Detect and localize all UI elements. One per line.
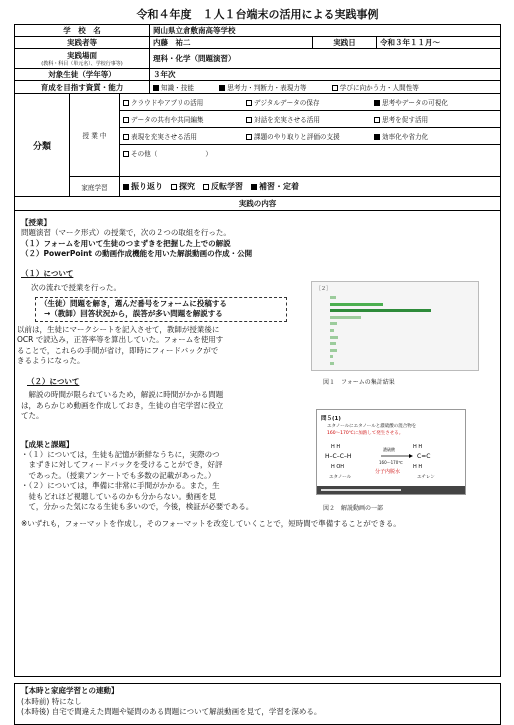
section1-heading: （１）について [21, 268, 74, 278]
checkbox-icon [123, 151, 129, 157]
class-option-other[interactable]: その他（ ） [123, 148, 212, 158]
figure1-bar [330, 322, 337, 325]
target-label: 対象生徒（学年等） [15, 69, 150, 81]
figure1-bar [330, 362, 334, 365]
checkbox-icon [332, 85, 338, 91]
figure1-title: ［２］ [316, 286, 332, 292]
home-option[interactable]: 探究 [171, 181, 195, 192]
checkbox-icon [203, 184, 209, 190]
checkbox-icon [123, 184, 129, 190]
class-label: 授 業 中 [70, 94, 120, 176]
svg-text:H H: H H [413, 464, 423, 470]
page-title: 令和４年度 １人１台端末の活用による実践事例 [136, 8, 379, 21]
figure2-caption: 図２ 解説動画の一部 [323, 505, 384, 512]
class-options [120, 94, 500, 176]
section2-heading: （２）について [27, 376, 80, 386]
flow-step-2: →（教師）回答状況から，誤答が多い問題を解説する [44, 309, 223, 318]
figure2-image [316, 409, 466, 495]
class-option[interactable]: 対話を充実させる活用 [246, 114, 374, 124]
figure1-image [311, 281, 479, 371]
video-progress[interactable] [321, 489, 401, 491]
figure1-bar [330, 329, 334, 332]
date-value: 令和３年１１月～ [377, 37, 501, 49]
flow-box [35, 297, 287, 322]
figure2-reaction: 分子内脱水 [375, 469, 401, 475]
footer-box [14, 683, 501, 725]
scene-value: 理科・化学（問題演習） [150, 49, 501, 69]
class-option[interactable]: 効率化や省力化 [374, 131, 500, 141]
figure1-caption: 図１ フォームの集計結果 [323, 379, 395, 386]
lesson-item-2: （２）PowerPoint の動画作成機能を用いた解説動画の作成・公開 [21, 249, 253, 258]
figure2-cond1: 濃硫酸 [383, 447, 395, 452]
svg-text:H–C–C–H: H–C–C–H [325, 453, 352, 460]
ability-option[interactable]: 思考力・判断力・表現力等 [219, 82, 329, 92]
footer-line-1: (本時前) 特になし [21, 696, 82, 706]
scene-label: 実践場面 (教科・科目（単元名）、学校行事等) [15, 49, 150, 69]
class-option[interactable]: クラウドやアプリの活用 [123, 97, 246, 107]
lesson-intro: 問題演習（マーク形式）の授業で，次の２つの取組を行った。 [21, 228, 231, 237]
date-label: 実践日 [313, 37, 377, 49]
svg-text:C=C: C=C [417, 453, 431, 460]
checkbox-icon [246, 100, 252, 106]
ability-options [150, 81, 501, 94]
checkbox-icon [123, 134, 129, 140]
svg-text:H H: H H [331, 444, 341, 450]
figure2-left-label: エタノール [329, 475, 352, 480]
figure2-question: 問５(1) [321, 416, 341, 422]
result-text: ・（１）については，生徒も記憶が新鮮なうちに，実際のつ まずきに対してフィードバックを受けることができ，好評 であった。（授業アンケートでも多数の記載があった。） ・（２）については，準備に非常に手間がかかる。また，生 徒もどれほど視聴しているのかも分からない。動画を見 て，分かった気になる生徒も多いので，今後，検証が必要である。 [21, 449, 254, 511]
class-option[interactable]: 思考やデータの可視化 [374, 97, 500, 107]
figure1-bar [330, 316, 361, 319]
result-heading: 【成果と課題】 [21, 439, 74, 449]
class-option[interactable]: 思考を促す活用 [374, 114, 500, 124]
video-controls[interactable] [317, 486, 465, 494]
teacher-label: 実践者等 [15, 37, 150, 49]
figure2-text1: エタノールにエタノールと濃硫酸の混合物を [327, 424, 417, 429]
lesson-item-1: （１）フォームを用いて生徒のつまずきを把握した上での解説 [21, 238, 231, 248]
scene-sublabel: (教科・科目（単元名）、学校行事等) [41, 61, 123, 67]
ability-option[interactable]: 知識・技能 [153, 82, 217, 92]
category-block [14, 94, 501, 197]
checkbox-icon [374, 100, 380, 106]
ability-option[interactable]: 学びに向かう力・人間性等 [332, 82, 419, 92]
checkbox-icon [123, 100, 129, 106]
svg-text:H OH: H OH [331, 464, 345, 470]
category-label: 分類 [15, 94, 70, 196]
checkbox-icon [219, 85, 225, 91]
checkbox-icon [374, 117, 380, 123]
checkbox-icon [123, 117, 129, 123]
figure1-bar [330, 296, 336, 299]
school-label: 学 校 名 [15, 25, 150, 37]
class-option[interactable]: 表現を充実させる活用 [123, 131, 246, 141]
flow-step-1: （生徒）問題を解き，選んだ番号をフォームに投稿する [40, 298, 227, 308]
section1-intro: 次の流れで授業を行った。 [31, 283, 121, 292]
lesson-heading: 【授業】 [21, 218, 51, 227]
checkbox-icon [246, 134, 252, 140]
figure2-cond2: 160～170℃ [379, 460, 403, 465]
svg-text:H H: H H [413, 444, 423, 450]
header-table [14, 24, 501, 94]
checkbox-icon [246, 117, 252, 123]
school-value: 岡山県立倉敷南高等学校 [150, 25, 501, 37]
home-option[interactable]: 振り返り [123, 181, 163, 192]
footer-line-2: (本時後) 自宅で間違えた問題や疑問のある問題について解説動画を見て，学習を深める。 [21, 707, 322, 716]
checkbox-icon [251, 184, 257, 190]
report-page [14, 6, 501, 725]
content-heading: 実践の内容 [14, 197, 501, 211]
figure1-bar [330, 342, 336, 345]
figure2-right-label: エチレン [417, 475, 435, 480]
footer-heading: 【本時と家庭学習との連動】 [21, 686, 119, 695]
class-option[interactable]: デジタルデータの保存 [246, 97, 374, 107]
target-value: ３年次 [150, 69, 501, 81]
class-option[interactable]: 課題のやり取りと評価の支援 [246, 131, 374, 141]
home-options [120, 177, 500, 196]
checkbox-icon [374, 134, 380, 140]
home-option[interactable]: 反転学習 [203, 181, 243, 192]
checkbox-icon [171, 184, 177, 190]
section2-text: 解説の時間が限られているため，解説に時間がかかる問題 は，あらかじめ動画を作成しておき，生徒の自宅学習に役立 てた。 [21, 390, 224, 420]
figure2-text2: 160～170℃に加熱して発生させる。 [327, 431, 404, 436]
figure1-bar [330, 336, 338, 339]
ability-label: 育成を目指す資質・能力 [15, 81, 150, 94]
content-body [14, 211, 501, 677]
section1-text: 以前は，生徒にマークシートを記入させて，教師が授業後に OCR で読込み，正答率等を算出していた。フォームを使用す ることで，これらの手間が省け，即時にフィードバックがで きるようになった。 [17, 324, 224, 365]
figure1-bar [330, 309, 431, 312]
note-text: ※いずれも，フォーマットを作成し，そのフォーマットを改変していくことで，短時間で準備することができる。 [21, 518, 401, 528]
figure1-bar [330, 355, 333, 358]
figure1-bar [330, 349, 337, 352]
home-option[interactable]: 補習・定着 [251, 181, 299, 192]
class-option[interactable]: データの共有や共同編集 [123, 114, 246, 124]
checkbox-icon [153, 85, 159, 91]
figure1-bar [330, 303, 383, 306]
home-label: 家庭学習 [70, 177, 120, 196]
teacher-value: 内藤 祐二 [150, 37, 313, 49]
